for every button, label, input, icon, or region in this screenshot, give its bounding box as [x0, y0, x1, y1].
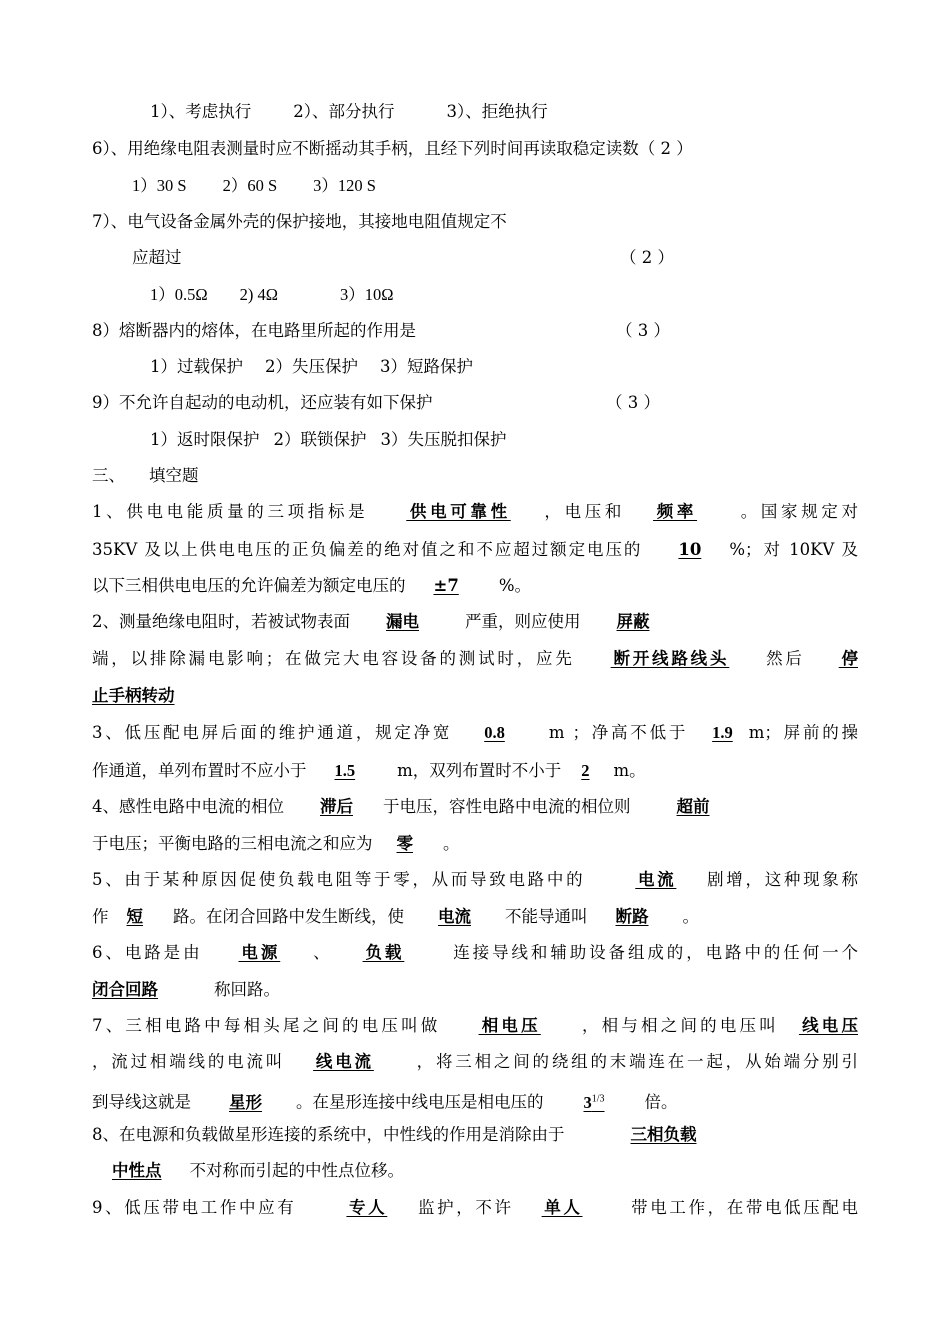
fill-4-line2: 于电压；平衡电路的三相电流之和应为 零 。 [92, 834, 460, 853]
fill-6-line2: 闭合回路 称回路。 [92, 980, 280, 999]
fill-2-line3: 止手柄转动 [92, 686, 175, 705]
prev-question-options: 1）、考虑执行 2）、部分执行 3）、拒绝执行 [150, 102, 548, 121]
fill-5-line2: 作 短 路。在闭合回路中发生断线，使 电流 不能导通叫 断路 。 [92, 907, 699, 926]
fill-7-line1: 7、三相电路中每相头尾之间的电压叫做 相电压 ，相与相之间的电压叫 线电压 [92, 1016, 859, 1035]
question-8-options: 1）过载保护 2）失压保护 3）短路保护 [150, 357, 473, 376]
question-7-answer: （ 2 ） [620, 248, 674, 267]
fill-9-line1: 9、低压带电工作中应有 专人 监护，不许 单人 带电工作，在带电低压配电 [92, 1198, 859, 1217]
question-7-options: 1）0.5Ω 2) 4Ω 3）10Ω [150, 285, 394, 304]
question-6: 6）、用绝缘电阻表测量时应不断摇动其手柄，且经下列时间再读取稳定读数（ 2 ） [92, 139, 693, 158]
question-7-line2: 应超过 （ 2 ） [132, 246, 858, 270]
fill-7-line2: ，流过相端线的电流叫 线电流 ，将三相之间的绕组的末端连在一起，从始端分别引 [92, 1052, 859, 1071]
fill-8-line1: 8、在电源和负载做星形连接的系统中，中性线的作用是消除由于 三相负载 [92, 1125, 697, 1144]
fill-1-line3: 以下三相供电电压的允许偏差为额定电压的 ±7 %。 [92, 576, 531, 595]
question-8-answer: （ 3 ） [616, 321, 670, 340]
fill-8-line2: 中性点 不对称而引起的中性点位移。 [112, 1161, 404, 1180]
fill-7-line3: 到导线这就是 星形 。在星形连接中线电压是相电压的 $3^{1/3}$ 倍。 [92, 1092, 678, 1112]
fill-1-line1: 1、供电电能质量的三项指标是 供电可靠性 ，电压和 频率 。国家规定对 [92, 502, 859, 521]
question-9: 9）不允许自起动的电动机，还应装有如下保护 （ 3 ） [92, 391, 858, 415]
section-3-heading: 三、 填空题 [92, 466, 199, 485]
fill-3-line2: 作通道，单列布置时不应小于 1.5 m，双列布置时不小于 2 m。 [92, 761, 646, 780]
fill-2-line2: 端，以排除漏电影响；在做完大电容设备的测试时，应先 断开线路线头 然后 停 [92, 649, 859, 668]
question-9-answer: （ 3 ） [606, 393, 660, 412]
fill-4-line1: 4、感性电路中电流的相位 滞后 于电压，容性电路中电流的相位则 超前 [92, 797, 710, 816]
fill-5-line1: 5、由于某种原因促使负载电阻等于零，从而导致电路中的 电流 剧增，这种现象称 [92, 870, 859, 889]
fill-2-line1: 2、测量绝缘电阻时，若被试物表面 漏电 严重，则应使用 屏蔽 [92, 612, 650, 631]
question-7-line1: 7）、电气设备金属外壳的保护接地，其接地电阻值规定不 [92, 212, 507, 231]
fill-3-line1: 3、低压配电屏后面的维护通道，规定净宽 0.8 m ；净高不低于 1.9 m；屏前的操 [92, 723, 858, 742]
question-9-options: 1）返时限保护 2）联锁保护 3）失压脱扣保护 [150, 430, 507, 449]
question-8: 8）熔断器内的熔体，在电路里所起的作用是 （ 3 ） [92, 319, 858, 343]
fill-1-line2: 35KV 及以上供电电压的正负偏差的绝对值之和不应超过额定电压的 10 %；对 10KV 及 [92, 540, 859, 559]
fill-6-line1: 6、电路是由 电源 、 负载 连接导线和辅助设备组成的，电路中的任何一个 [92, 943, 859, 962]
question-6-options: 1）30 S 2）60 S 3）120 S [132, 176, 376, 195]
